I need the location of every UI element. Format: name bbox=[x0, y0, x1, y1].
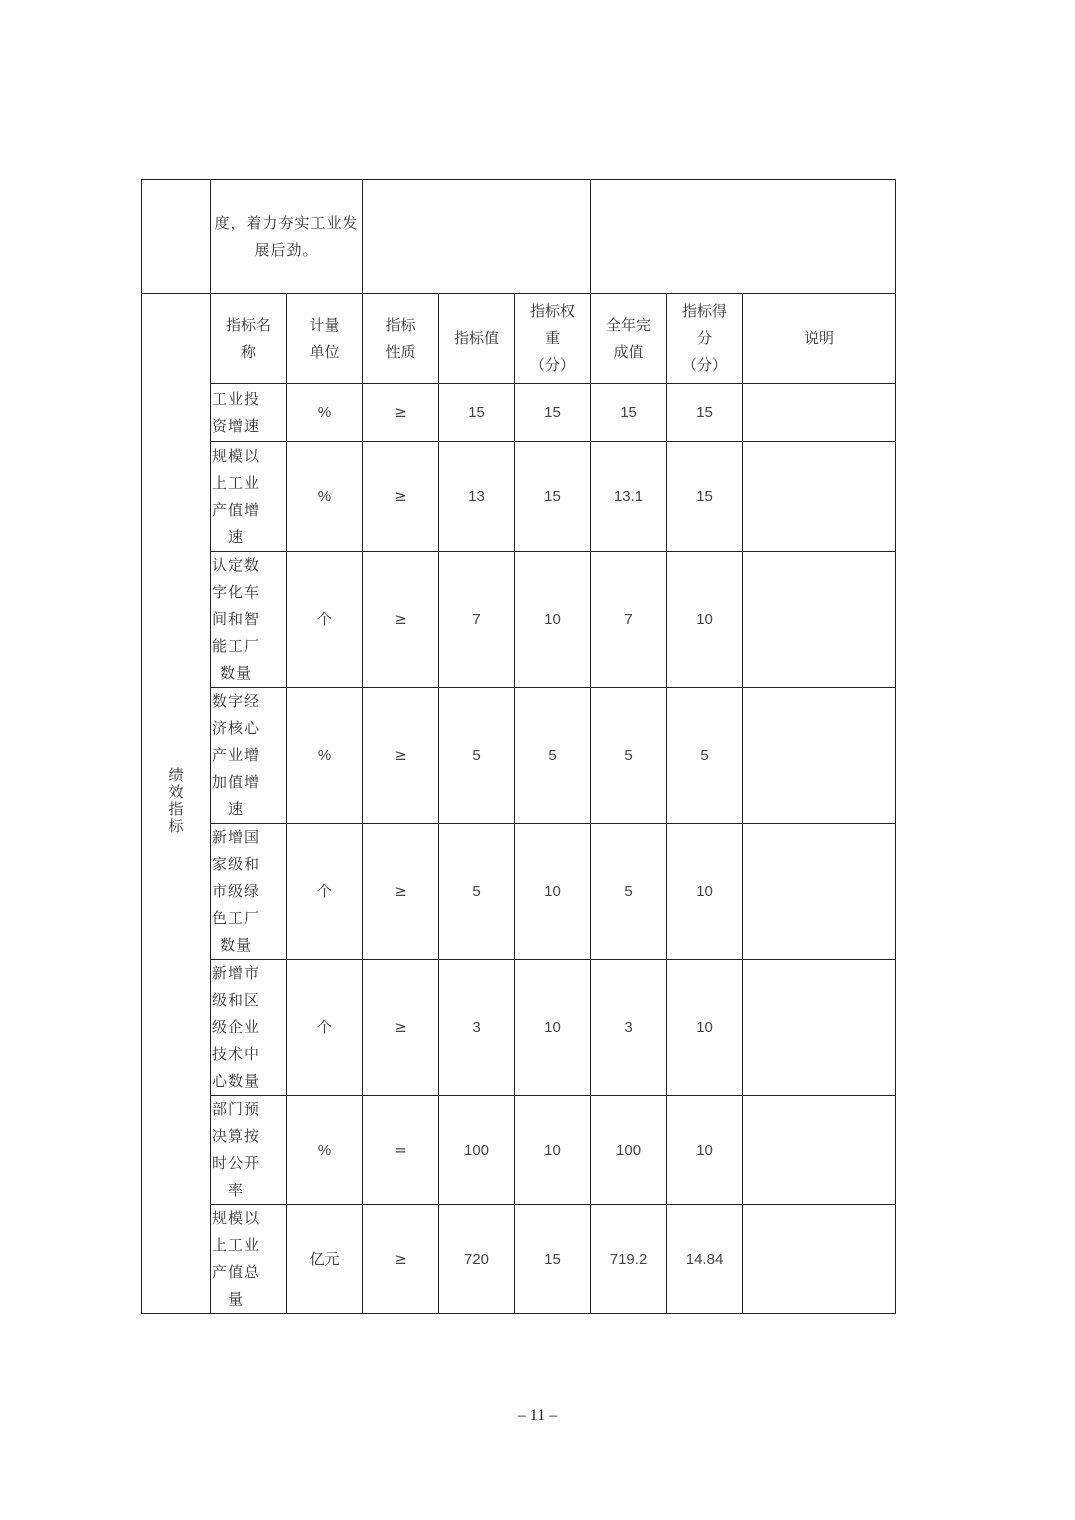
indicator-weight: 15 bbox=[515, 1205, 591, 1314]
indicator-nature: ≥ bbox=[363, 960, 439, 1096]
indicator-nature: ≥ bbox=[363, 688, 439, 824]
header-unit: 计量单位 bbox=[287, 294, 363, 384]
indicator-value: 3 bbox=[439, 960, 515, 1096]
indicator-score: 15 bbox=[667, 384, 743, 442]
table-row bbox=[142, 384, 896, 442]
header-note: 说明 bbox=[743, 294, 896, 384]
unit: 亿元 bbox=[287, 1205, 363, 1314]
indicator-nature: ≥ bbox=[363, 1205, 439, 1314]
indicator-value: 15 bbox=[439, 384, 515, 442]
unit: % bbox=[287, 1096, 363, 1205]
indicator-weight: 15 bbox=[515, 442, 591, 552]
header-value: 指标值 bbox=[439, 294, 515, 384]
note bbox=[743, 1096, 896, 1205]
indicator-name: 工业投资增速 bbox=[211, 384, 287, 442]
header-weight: 指标权重（分） bbox=[515, 294, 591, 384]
page-number: – 11 – bbox=[517, 1407, 558, 1424]
intro-blank-cell bbox=[363, 180, 591, 294]
indicator-score: 5 bbox=[667, 688, 743, 824]
indicator-score: 10 bbox=[667, 1096, 743, 1205]
header-row bbox=[142, 294, 896, 384]
note bbox=[743, 384, 896, 442]
indicator-value: 5 bbox=[439, 824, 515, 960]
note bbox=[743, 442, 896, 552]
indicator-score: 10 bbox=[667, 552, 743, 688]
completed-value: 15 bbox=[591, 384, 667, 442]
section-label: 绩效指标 bbox=[168, 766, 184, 835]
indicator-score: 10 bbox=[667, 960, 743, 1096]
table-row bbox=[142, 442, 896, 552]
indicator-name: 部门预决算按时公开率 bbox=[211, 1096, 287, 1205]
indicator-name: 规模以上工业产值总量 bbox=[211, 1205, 287, 1314]
intro-text: 度，着力夯实工业发展后劲。 bbox=[211, 180, 363, 294]
unit: 个 bbox=[287, 824, 363, 960]
completed-value: 719.2 bbox=[591, 1205, 667, 1314]
indicator-value: 13 bbox=[439, 442, 515, 552]
intro-empty-cell bbox=[142, 180, 211, 294]
header-name: 指标名称 bbox=[211, 294, 287, 384]
indicator-value: 100 bbox=[439, 1096, 515, 1205]
indicator-weight: 10 bbox=[515, 1096, 591, 1205]
unit: % bbox=[287, 688, 363, 824]
indicator-name: 规模以上工业产值增速 bbox=[211, 442, 287, 552]
completed-value: 100 bbox=[591, 1096, 667, 1205]
table-row bbox=[142, 824, 896, 960]
completed-value: 5 bbox=[591, 688, 667, 824]
note bbox=[743, 688, 896, 824]
indicator-weight: 10 bbox=[515, 960, 591, 1096]
indicator-value: 720 bbox=[439, 1205, 515, 1314]
indicator-value: 7 bbox=[439, 552, 515, 688]
indicator-nature: ≥ bbox=[363, 384, 439, 442]
note bbox=[743, 552, 896, 688]
table-row bbox=[142, 688, 896, 824]
indicator-weight: 5 bbox=[515, 688, 591, 824]
unit: % bbox=[287, 442, 363, 552]
table-row bbox=[142, 552, 896, 688]
completed-value: 13.1 bbox=[591, 442, 667, 552]
header-score: 指标得分（分） bbox=[667, 294, 743, 384]
indicator-nature: = bbox=[363, 1096, 439, 1205]
completed-value: 3 bbox=[591, 960, 667, 1096]
note bbox=[743, 960, 896, 1096]
indicator-value: 5 bbox=[439, 688, 515, 824]
indicator-name: 新增国家级和市级绿色工厂数量 bbox=[211, 824, 287, 960]
note bbox=[743, 1205, 896, 1314]
indicator-score: 10 bbox=[667, 824, 743, 960]
intro-row bbox=[142, 180, 896, 294]
indicator-weight: 10 bbox=[515, 552, 591, 688]
indicator-score: 14.84 bbox=[667, 1205, 743, 1314]
indicator-nature: ≥ bbox=[363, 442, 439, 552]
header-nature: 指标性质 bbox=[363, 294, 439, 384]
indicator-name: 数字经济核心产业增加值增速 bbox=[211, 688, 287, 824]
indicator-weight: 10 bbox=[515, 824, 591, 960]
note bbox=[743, 824, 896, 960]
performance-table bbox=[141, 179, 896, 1314]
unit: 个 bbox=[287, 552, 363, 688]
table-row bbox=[142, 960, 896, 1096]
section-label-cell bbox=[142, 294, 211, 1314]
indicator-weight: 15 bbox=[515, 384, 591, 442]
completed-value: 5 bbox=[591, 824, 667, 960]
unit: % bbox=[287, 384, 363, 442]
table-row bbox=[142, 1205, 896, 1314]
table-row bbox=[142, 1096, 896, 1205]
indicator-nature: ≥ bbox=[363, 552, 439, 688]
completed-value: 7 bbox=[591, 552, 667, 688]
indicator-name: 认定数字化车间和智能工厂数量 bbox=[211, 552, 287, 688]
unit: 个 bbox=[287, 960, 363, 1096]
indicator-nature: ≥ bbox=[363, 824, 439, 960]
header-completed: 全年完成值 bbox=[591, 294, 667, 384]
intro-blank-cell-2 bbox=[591, 180, 896, 294]
indicator-score: 15 bbox=[667, 442, 743, 552]
indicator-name: 新增市级和区级企业技术中心数量 bbox=[211, 960, 287, 1096]
